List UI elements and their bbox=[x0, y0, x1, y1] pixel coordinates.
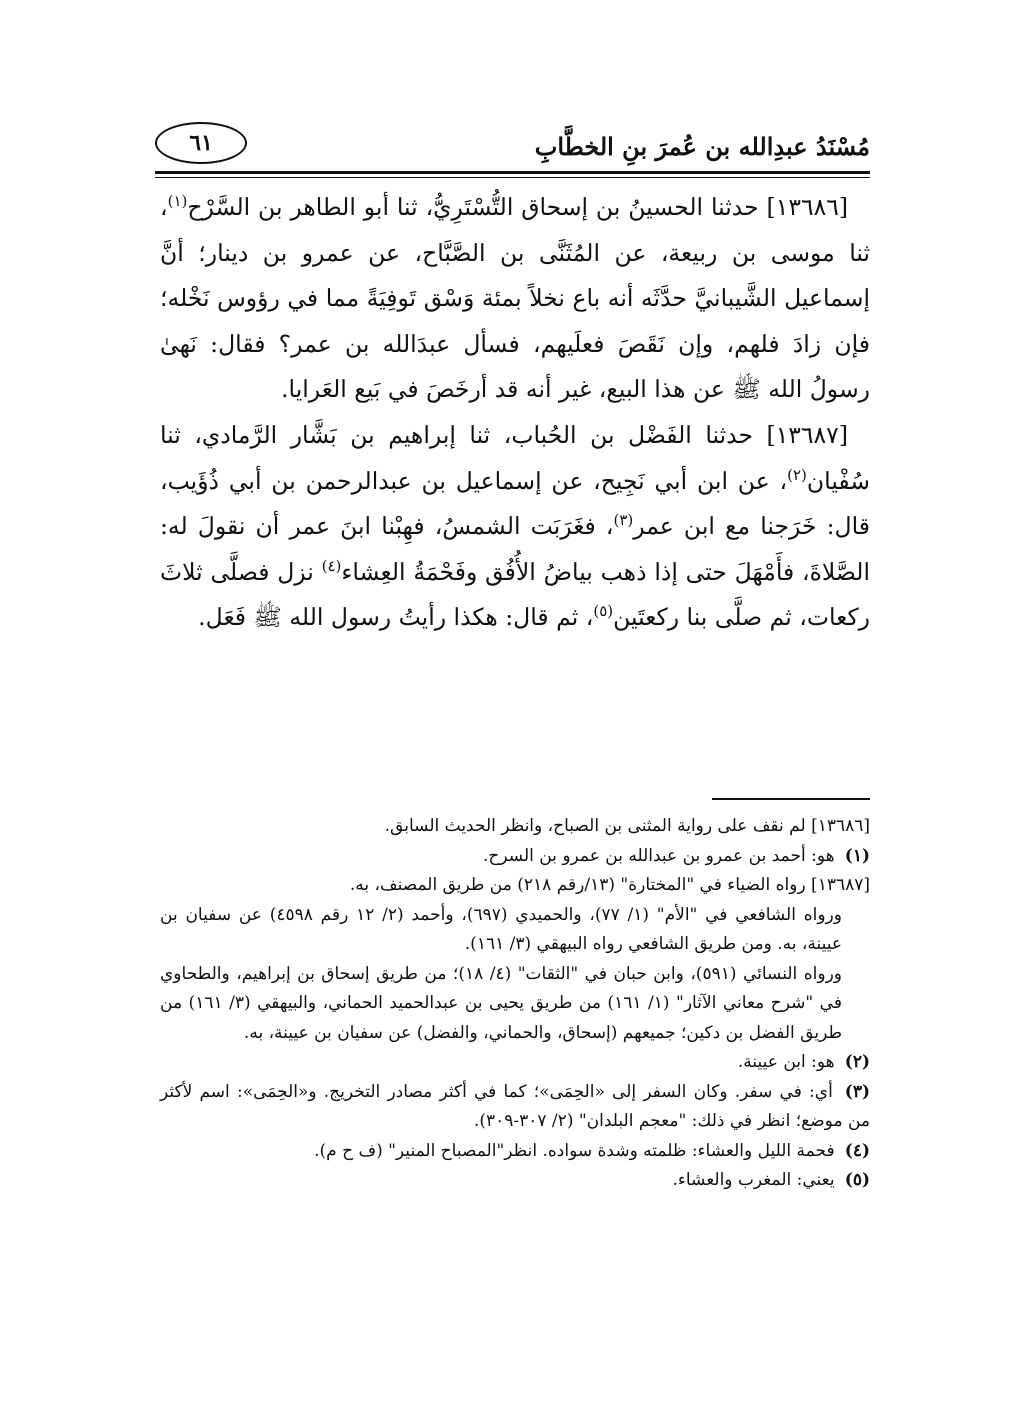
page-header bbox=[155, 118, 870, 178]
footnote-13687: [١٣٦٨٧] رواه الضياء في "المختارة" (١٣/رقم ٢١٨) من طريق المصنف، به. bbox=[349, 875, 870, 895]
footnote-number: (٥) bbox=[844, 1170, 870, 1190]
footnote-text: أي: في سفر. وكان السفر إلى «الحِمَى»؛ كما في أكثر مصادر التخريج. و«الحِمَى»: اسم لأكثر من موضع؛ انظر في ذلك: "معجم البلدان" (٢/ ٣٠٧-٣٠٩). bbox=[160, 1081, 870, 1131]
hadith-13686 bbox=[160, 185, 870, 413]
header-rule-thick bbox=[155, 171, 870, 174]
footnote-text: فحمة الليل والعشاء: ظلمته وشدة سواده. انظر"المصباح المنير" (ف ح م). bbox=[314, 1140, 835, 1161]
hadith-text: ، ثنا موسى بن ربيعة، عن المُثَنَّى بن الصَّبَّاح، عن عمرو بن دينار؛ أنَّ إسماعيل الشَّيبانيَّ حدَّثَه أنه باع نخلاً بمئة وَسْق تَوفِيَةً مما في رؤوس نَخْله؛ فإن زادَ فلهم، وإن نَقَصَ فعلَيهم، فسأل عبدَالله بن عمر؟ فقال: نَهىٰ رسولُ الله ﷺ عن هذا البيع، غير أنه قد أرخَصَ في بَيع العَرايا. bbox=[160, 193, 870, 404]
footnote-separator bbox=[712, 798, 870, 800]
running-title: مُسْنَدُ عبدِالله بن عُمرَ بنِ الخطَّابِ bbox=[534, 132, 870, 161]
footnote-4 bbox=[160, 1137, 870, 1167]
hadith-text: ، عن ابن أبي نَجِيح، عن إسماعيل بن عبدالرحمن بن أبي ذُؤَيب، قال: خَرَجنا مع ابن عمر bbox=[160, 466, 870, 541]
footnote-ref: (١) bbox=[167, 192, 188, 211]
footnote-number: (٣) bbox=[844, 1081, 871, 1102]
hadith-13687 bbox=[160, 413, 870, 641]
hadith-text: حدثنا الفَضْل بن الحُباب، ثنا إبراهيم بن بَشَّار الرَّمادي، ثنا سُفْيان bbox=[160, 420, 870, 495]
hadith-text: حدثنا الحسينُ بن إسحاق التُّسْتَرِيُّ، ثنا أبو الطاهر بن السَّرْح bbox=[187, 193, 759, 221]
footnote-text: يعني: المغرب والعشاء. bbox=[672, 1170, 835, 1190]
hadith-number: [١٣٦٨٧] bbox=[766, 420, 848, 449]
footnote-3 bbox=[160, 1078, 870, 1137]
footnote-text: هو: ابن عيينة. bbox=[737, 1052, 835, 1072]
header-rule-thin bbox=[155, 177, 870, 178]
footnote-2 bbox=[160, 1048, 870, 1078]
footnote-ref: (٥) bbox=[593, 602, 614, 621]
footnote-13687-para: ورواه النسائي (٥٩١)، وابن حبان في "الثقات" (٤/ ١٨)؛ من طريق إسحاق بن إبراهيم، والطحاوي في "شرح معاني الآثار" (١/ ١٦١) من طريق يحيى بن عبدالحميد الحماني، والبيهقي (٣/ ١٦١) من طريق الفضل بن دكين؛ جميعهم (إسحاق، والحماني، والفضل) عن سفيان بن عيينة، به. bbox=[160, 963, 842, 1043]
footnote-1 bbox=[160, 842, 870, 872]
footnote-number: (١) bbox=[844, 845, 870, 866]
main-text bbox=[160, 185, 870, 641]
footnote-number: (٤) bbox=[844, 1140, 870, 1161]
hadith-number: [١٣٦٨٦] bbox=[766, 193, 848, 221]
hadith-text: ، فغَرَبَت الشمسُ، فهِبْنا ابنَ عمر أن نقولَ له: الصَّلاةَ، فأَمْهَلَ حتى إذا ذهب بياضُ الأُفُق وفَحْمَةُ العِشاء bbox=[160, 512, 870, 586]
footnote-13686: [١٣٦٨٦] لم نقف على رواية المثنى بن الصباح، وانظر الحديث السابق. bbox=[384, 816, 870, 836]
footnote-ref: (٢) bbox=[787, 465, 807, 484]
footnote-5 bbox=[160, 1166, 870, 1196]
footnote-13687-para: ورواه الشافعي في "الأم" (١/ ٧٧)، والحميدي (٦٩٧)، وأحمد (٢/ ١٢ رقم ٤٥٩٨) عن سفيان بن عيينة، به. ومن طريق الشافعي رواه البيهقي (٣/ ١٦١). bbox=[160, 904, 842, 954]
footnote-number: (٢) bbox=[844, 1052, 870, 1072]
footnote-text: هو: أحمد بن عمرو بن عبدالله بن عمرو بن السرح. bbox=[483, 845, 835, 866]
hadith-text: ، ثم قال: هكذا رأيتُ رسول الله ﷺ فَعَل. bbox=[198, 603, 594, 632]
footnotes bbox=[160, 812, 870, 1196]
footnote-ref: (٣) bbox=[613, 511, 634, 530]
page-number: ٦١ bbox=[155, 122, 247, 164]
footnote-ref: (٤) bbox=[321, 556, 342, 575]
hadith-text: نزل فصلَّى ثلاثَ ركعات، ثم صلَّى بنا ركعتَين bbox=[160, 557, 870, 632]
